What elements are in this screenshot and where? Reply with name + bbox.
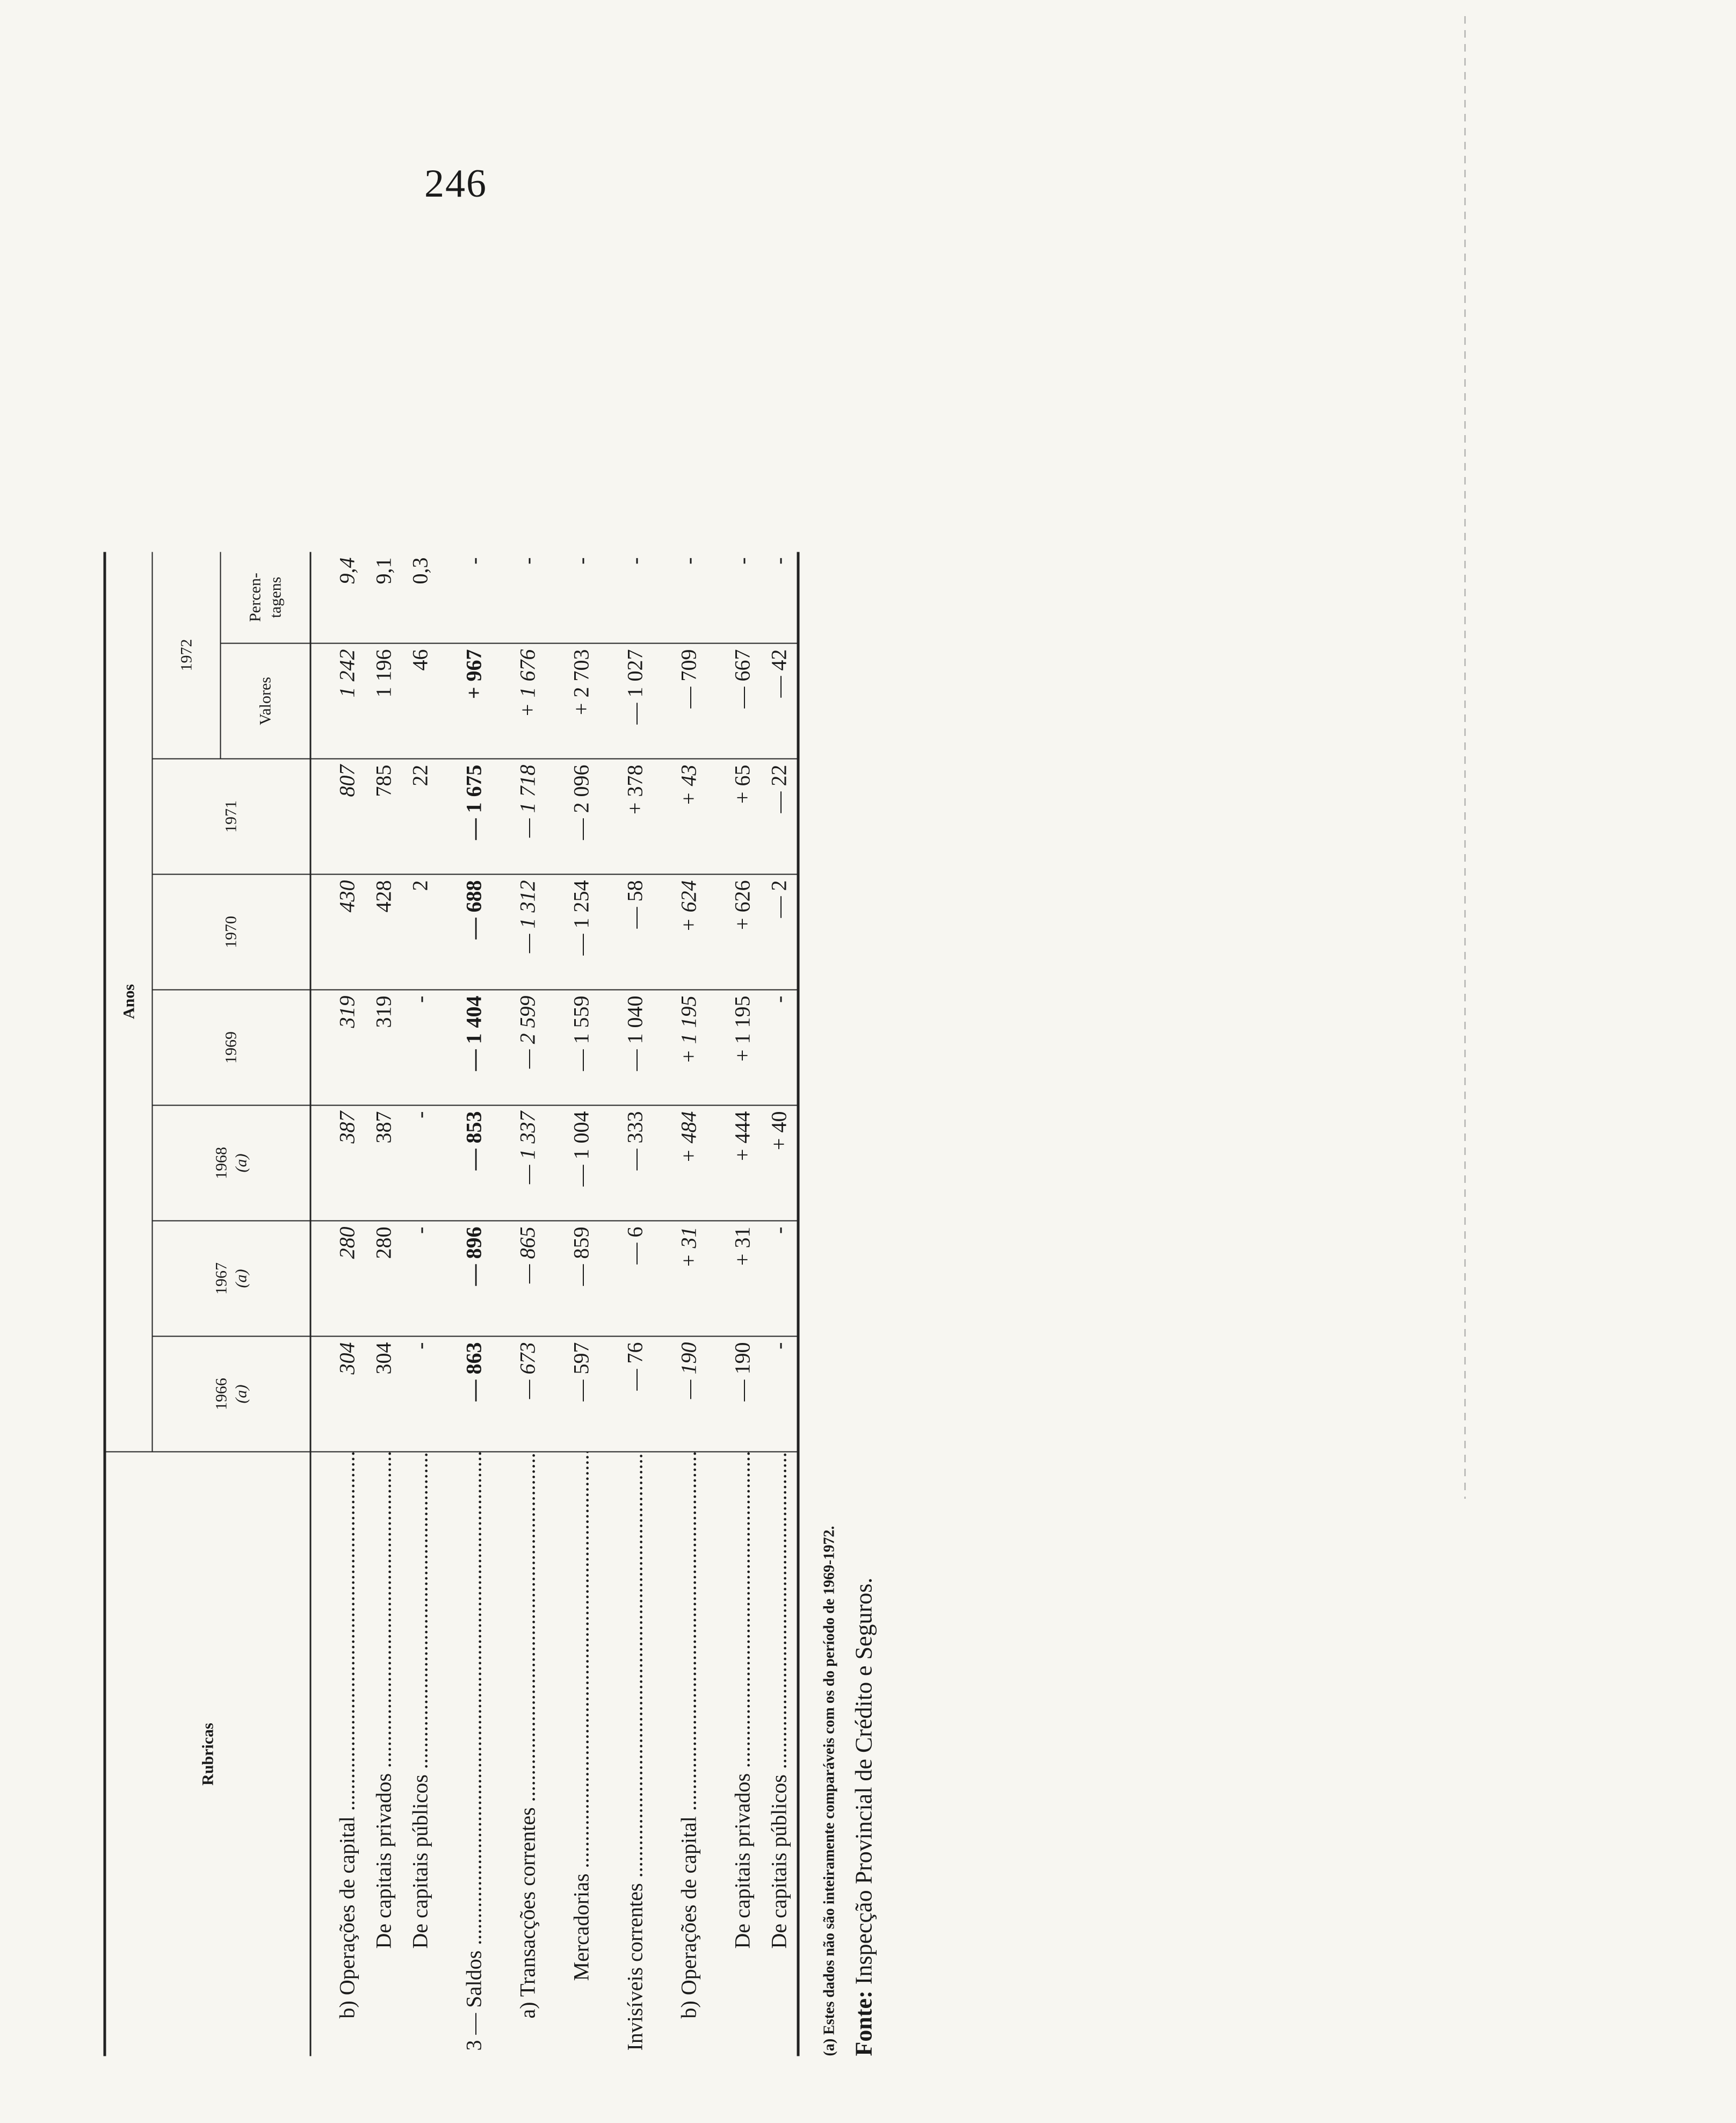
- header-year-1970: [153, 875, 311, 990]
- row-label: De capitais privados .....: [724, 1452, 761, 2056]
- row-label: De capitais públicos .....: [402, 1452, 438, 2056]
- year-label: 1967: [212, 1262, 230, 1295]
- footnote: (a) Estes dados não são inteiramente comparáveis com os do período de 1969-1972.: [821, 1526, 838, 2056]
- year-label: 1968: [212, 1147, 230, 1179]
- year-label: 1971: [222, 800, 240, 833]
- cell-value: + 967: [455, 644, 492, 759]
- cell-pct: -: [455, 552, 492, 643]
- cell-pct: -: [724, 552, 761, 643]
- year-label: 1970: [222, 916, 240, 948]
- year-note: (a): [232, 1269, 250, 1288]
- cell-value: 428: [365, 875, 402, 990]
- header-anos: Anos: [105, 552, 153, 1452]
- cell-value: — 1 027: [617, 644, 653, 759]
- cell-value: — 688: [455, 875, 492, 990]
- page-edge-line: [1464, 16, 1466, 1499]
- cell-value: — 190: [670, 1337, 707, 1452]
- cell-value: — 1 559: [563, 990, 599, 1106]
- row-label: b) Operações de capital .....: [329, 1452, 365, 2056]
- cell-value: — 859: [563, 1221, 599, 1337]
- header-year-1966: [153, 1337, 311, 1452]
- row-label: De capitais privados .....: [365, 1452, 402, 2056]
- rotated-table-container: [104, 552, 877, 2056]
- cell-value: — 2: [761, 875, 799, 990]
- cell-value: -: [761, 990, 799, 1106]
- cell-value: -: [761, 1221, 799, 1337]
- year-label: 1966: [212, 1378, 230, 1410]
- cell-value: + 378: [617, 759, 653, 875]
- cell-pct: 9,1: [365, 552, 402, 643]
- cell-value: 785: [365, 759, 402, 875]
- cell-value: -: [402, 1221, 438, 1337]
- cell-value: + 624: [670, 875, 707, 990]
- cell-value: — 709: [670, 644, 707, 759]
- cell-pct: -: [617, 552, 653, 643]
- cell-value: 2: [402, 875, 438, 990]
- cell-value: — 1 718: [509, 759, 546, 875]
- table-row: [455, 552, 492, 2056]
- cell-pct: -: [670, 552, 707, 643]
- cell-value: + 31: [670, 1221, 707, 1337]
- cell-value: 46: [402, 644, 438, 759]
- cell-value: 807: [329, 759, 365, 875]
- cell-value: + 626: [724, 875, 761, 990]
- row-label: De capitais públicos .....: [761, 1452, 799, 2056]
- cell-value: — 896: [455, 1221, 492, 1337]
- table-row: [329, 552, 365, 2056]
- cell-value: + 1 676: [509, 644, 546, 759]
- row-label: 3 — Saldos .....: [455, 1452, 492, 2056]
- cell-value: — 853: [455, 1106, 492, 1221]
- table-row: [724, 552, 761, 2056]
- cell-value: + 31: [724, 1221, 761, 1337]
- cell-value: 22: [402, 759, 438, 875]
- table-row: [617, 552, 653, 2056]
- table-row: [509, 552, 546, 2056]
- table-row: [670, 552, 707, 2056]
- cell-value: — 865: [509, 1221, 546, 1337]
- cell-value: + 65: [724, 759, 761, 875]
- cell-value: — 190: [724, 1337, 761, 1452]
- row-label: a) Transacções correntes .....: [509, 1452, 546, 2056]
- cell-value: — 667: [724, 644, 761, 759]
- table-row: [761, 552, 799, 2056]
- cell-pct: -: [761, 552, 799, 643]
- cell-value: — 597: [563, 1337, 599, 1452]
- cell-value: — 333: [617, 1106, 653, 1221]
- cell-value: + 2 703: [563, 644, 599, 759]
- cell-value: + 484: [670, 1106, 707, 1221]
- cell-value: — 1 404: [455, 990, 492, 1106]
- cell-value: — 1 312: [509, 875, 546, 990]
- header-percentagens: Percen-tagens: [221, 552, 311, 643]
- year-note: (a): [232, 1384, 250, 1404]
- cell-value: + 1 195: [670, 990, 707, 1106]
- cell-value: 1 196: [365, 644, 402, 759]
- source-text: Inspecção Provincial de Crédito e Seguros.: [850, 1577, 877, 1985]
- year-label: 1969: [222, 1031, 240, 1064]
- table-row: [365, 552, 402, 2056]
- cell-value: 304: [329, 1337, 365, 1452]
- cell-value: — 1 337: [509, 1106, 546, 1221]
- cell-value: — 76: [617, 1337, 653, 1452]
- header-year-1971: [153, 759, 311, 875]
- header-rubricas: Rubricas: [105, 1452, 310, 2056]
- cell-value: -: [402, 1337, 438, 1452]
- cell-value: + 1 195: [724, 990, 761, 1106]
- cell-value: — 1 040: [617, 990, 653, 1106]
- year-note: (a): [232, 1153, 250, 1173]
- cell-value: + 444: [724, 1106, 761, 1221]
- cell-value: -: [761, 1337, 799, 1452]
- cell-value: — 1 004: [563, 1106, 599, 1221]
- cell-value: — 42: [761, 644, 799, 759]
- page-number: 246: [424, 162, 487, 206]
- cell-value: -: [402, 990, 438, 1106]
- header-year-1968: [153, 1106, 311, 1221]
- cell-value: 387: [365, 1106, 402, 1221]
- cell-value: 1 242: [329, 644, 365, 759]
- cell-value: -: [402, 1106, 438, 1221]
- cell-value: 280: [329, 1221, 365, 1337]
- cell-value: — 2 599: [509, 990, 546, 1106]
- header-year-1972: 1972: [153, 552, 221, 759]
- table-row: [563, 552, 599, 2056]
- row-label: Invisíveis correntes .....: [617, 1452, 653, 2056]
- cell-value: — 1 254: [563, 875, 599, 990]
- cell-pct: 9,4: [329, 552, 365, 643]
- cell-value: + 43: [670, 759, 707, 875]
- cell-value: 430: [329, 875, 365, 990]
- cell-value: 304: [365, 1337, 402, 1452]
- source-line: [838, 552, 878, 2056]
- cell-pct: -: [563, 552, 599, 643]
- cell-value: — 6: [617, 1221, 653, 1337]
- source-label: Fonte:: [850, 1990, 877, 2056]
- cell-value: 387: [329, 1106, 365, 1221]
- cell-value: — 22: [761, 759, 799, 875]
- cell-value: — 1 675: [455, 759, 492, 875]
- cell-value: 319: [329, 990, 365, 1106]
- header-year-1967: [153, 1221, 311, 1337]
- cell-value: — 863: [455, 1337, 492, 1452]
- cell-pct: -: [509, 552, 546, 643]
- table-row: [402, 552, 438, 2056]
- cell-value: — 58: [617, 875, 653, 990]
- cell-value: — 2 096: [563, 759, 599, 875]
- cell-value: 280: [365, 1221, 402, 1337]
- header-valores: Valores: [221, 644, 311, 759]
- row-label: b) Operações de capital .....: [670, 1452, 707, 2056]
- cell-value: 319: [365, 990, 402, 1106]
- balance-table: [104, 552, 800, 2056]
- header-year-1969: [153, 990, 311, 1106]
- cell-pct: 0,3: [402, 552, 438, 643]
- cell-value: — 673: [509, 1337, 546, 1452]
- row-label: Mercadorias .....: [563, 1452, 599, 2056]
- cell-value: + 40: [761, 1106, 799, 1221]
